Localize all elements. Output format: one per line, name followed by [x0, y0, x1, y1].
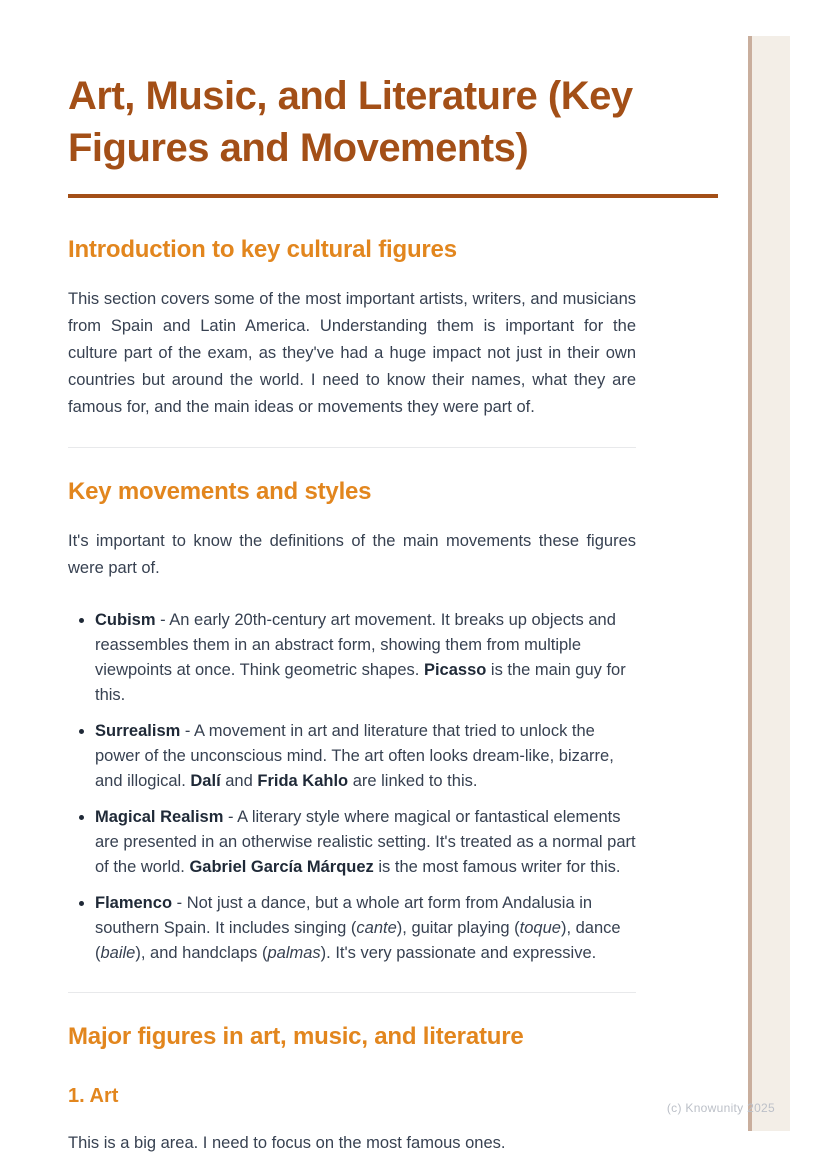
section-divider: [68, 447, 636, 448]
list-item: • Cubism - An early 20th-century art movement. It breaks up objects and reassembles them in an abstract form, showing them from multiple viewpoints at once. Think geometric shapes. Picasso is the main guy for this.: [95, 608, 636, 708]
figures-paragraph: This is a big area. I need to focus on the most famous ones.: [68, 1134, 506, 1152]
footer-credit: (c) Knowunity 2025: [666, 1101, 775, 1115]
movements-list: [68, 608, 636, 966]
page-title: Art, Music, and Literature (Key Figures and Movements): [68, 74, 633, 170]
intro-paragraph: This section covers some of the most important artists, writers, and musicians from Spain and Latin America. Understanding them is important for the culture part of the exam, as they've had a huge impact not just in their own countries but around the world. I need to know their names, what they are famous for, and the main ideas or movements they were part of.: [68, 290, 636, 416]
section-divider: [68, 992, 636, 993]
movements-lead-paragraph: It's important to know the definitions of the main movements these figures were part of.: [68, 532, 636, 577]
section-heading-movements: Key movements and styles: [68, 478, 372, 505]
list-item: • Surrealism - A movement in art and literature that tried to unlock the power of the unconscious mind. The art often looks dream-like, bizarre, and illogical. Dalí and Frida Kahlo are linked to this.: [95, 719, 636, 794]
list-item: • Magical Realism - A literary style where magical or fantastical elements are presented in an otherwise realistic setting. It's treated as a normal part of the world. Gabriel García Márquez is the most famous writer for this.: [95, 805, 636, 880]
section-heading-figures: Major figures in art, music, and literature: [68, 1023, 524, 1050]
list-item: • Flamenco - Not just a dance, but a whole art form from Andalusia in southern Spain. It includes singing (cante), guitar playing (toque), dance (baile), and handclaps (palmas). It's very passionate and expressive.: [95, 891, 636, 966]
side-accent-stripe: [748, 36, 790, 1131]
title-rule: [68, 194, 718, 198]
subsection-heading-art: 1. Art: [68, 1085, 119, 1107]
section-heading-intro: Introduction to key cultural figures: [68, 236, 457, 263]
